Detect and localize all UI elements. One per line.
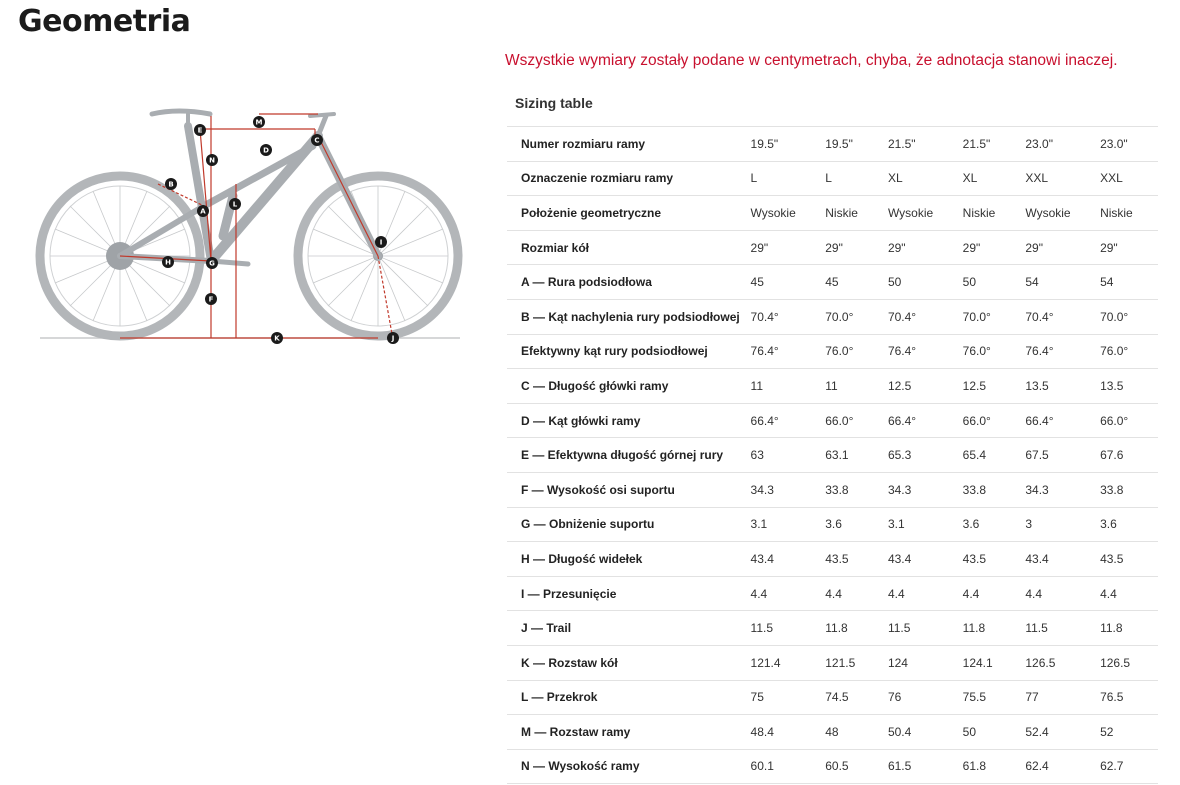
marker-i bbox=[375, 236, 387, 248]
row-label: I — Przesunięcie bbox=[507, 576, 751, 611]
table-cell: 70.4° bbox=[888, 299, 963, 334]
row-label: L — Przekrok bbox=[507, 680, 751, 715]
table-cell: 62.4 bbox=[1025, 749, 1100, 784]
table-cell: 45 bbox=[825, 265, 888, 300]
table-cell: 11.8 bbox=[963, 611, 1026, 646]
table-cell: 65.4 bbox=[963, 438, 1026, 473]
table-row bbox=[507, 611, 1158, 646]
table-cell: 74.5 bbox=[825, 680, 888, 715]
row-label: G — Obniżenie suportu bbox=[507, 507, 751, 542]
table-cell: 76.0° bbox=[1100, 334, 1158, 369]
table-row bbox=[507, 680, 1158, 715]
marker-k bbox=[271, 332, 283, 344]
row-label: E — Efektywna długość górnej rury bbox=[507, 438, 751, 473]
table-cell: 70.0° bbox=[825, 299, 888, 334]
table-cell: 60.1 bbox=[751, 749, 826, 784]
svg-text:B: B bbox=[168, 180, 174, 189]
marker-e bbox=[194, 124, 206, 136]
table-row bbox=[507, 127, 1158, 162]
table-cell: 77 bbox=[1025, 680, 1100, 715]
table-cell: 52.4 bbox=[1025, 715, 1100, 750]
row-label: M — Rozstaw ramy bbox=[507, 715, 751, 750]
table-cell: 4.4 bbox=[1025, 576, 1100, 611]
table-cell: 21.5" bbox=[888, 127, 963, 162]
marker-n bbox=[206, 154, 218, 166]
page-title: Geometria bbox=[18, 4, 191, 39]
bike-geometry-diagram bbox=[28, 96, 468, 356]
table-cell: 66.0° bbox=[825, 403, 888, 438]
table-cell: Wysokie bbox=[888, 196, 963, 231]
table-cell: 76.4° bbox=[1025, 334, 1100, 369]
table-cell: 13.5 bbox=[1025, 369, 1100, 404]
table-cell: XXL bbox=[1025, 161, 1100, 196]
table-cell: 33.8 bbox=[825, 472, 888, 507]
svg-text:I: I bbox=[379, 238, 383, 247]
table-cell: 43.5 bbox=[825, 542, 888, 577]
table-row bbox=[507, 369, 1158, 404]
table-cell: Niskie bbox=[1100, 196, 1158, 231]
table-cell: 4.4 bbox=[888, 576, 963, 611]
table-cell: 19.5" bbox=[825, 127, 888, 162]
table-cell: 76.5 bbox=[1100, 680, 1158, 715]
table-cell: 34.3 bbox=[751, 472, 826, 507]
table-cell: L bbox=[751, 161, 826, 196]
row-label: K — Rozstaw kół bbox=[507, 645, 751, 680]
table-cell: Wysokie bbox=[751, 196, 826, 231]
table-cell: 3 bbox=[1025, 507, 1100, 542]
table-cell: 11 bbox=[751, 369, 826, 404]
marker-c bbox=[311, 134, 323, 146]
table-cell: 3.1 bbox=[751, 507, 826, 542]
table-row bbox=[507, 438, 1158, 473]
table-cell: 4.4 bbox=[825, 576, 888, 611]
marker-m bbox=[253, 116, 265, 128]
marker-f bbox=[205, 293, 217, 305]
table-cell: 66.4° bbox=[751, 403, 826, 438]
table-cell: 65.3 bbox=[888, 438, 963, 473]
marker-a bbox=[197, 205, 209, 217]
sizing-table-title: Sizing table bbox=[515, 95, 593, 111]
table-cell: 76.0° bbox=[963, 334, 1026, 369]
row-label: Efektywny kąt rury podsiodłowej bbox=[507, 334, 751, 369]
table-cell: 60.5 bbox=[825, 749, 888, 784]
svg-text:G: G bbox=[209, 259, 215, 268]
table-cell: 67.5 bbox=[1025, 438, 1100, 473]
svg-text:J: J bbox=[391, 334, 395, 343]
table-cell: 50 bbox=[963, 715, 1026, 750]
table-cell: 23.0" bbox=[1100, 127, 1158, 162]
table-cell: 33.8 bbox=[963, 472, 1026, 507]
table-row bbox=[507, 472, 1158, 507]
table-cell: 13.5 bbox=[1100, 369, 1158, 404]
table-cell: 23.0" bbox=[1025, 127, 1100, 162]
table-cell: 124.1 bbox=[963, 645, 1026, 680]
table-cell: 61.5 bbox=[888, 749, 963, 784]
table-cell: 50.4 bbox=[888, 715, 963, 750]
row-label: H — Długość widełek bbox=[507, 542, 751, 577]
table-cell: 29" bbox=[888, 230, 963, 265]
table-cell: XXL bbox=[1100, 161, 1158, 196]
table-cell: 19.5" bbox=[751, 127, 826, 162]
table-cell: 76.4° bbox=[751, 334, 826, 369]
table-cell: Niskie bbox=[825, 196, 888, 231]
table-cell: 62.7 bbox=[1100, 749, 1158, 784]
table-cell: 11.5 bbox=[751, 611, 826, 646]
table-cell: 61.8 bbox=[963, 749, 1026, 784]
table-row bbox=[507, 161, 1158, 196]
row-label: A — Rura podsiodłowa bbox=[507, 265, 751, 300]
table-cell: 126.5 bbox=[1025, 645, 1100, 680]
table-cell: 70.4° bbox=[1025, 299, 1100, 334]
row-label: D — Kąt główki ramy bbox=[507, 403, 751, 438]
table-cell: 45 bbox=[751, 265, 826, 300]
row-label: N — Wysokość ramy bbox=[507, 749, 751, 784]
table-cell: 67.6 bbox=[1100, 438, 1158, 473]
table-cell: 29" bbox=[963, 230, 1026, 265]
svg-text:C: C bbox=[314, 136, 320, 145]
table-cell: L bbox=[825, 161, 888, 196]
row-label: B — Kąt nachylenia rury podsiodłowej bbox=[507, 299, 751, 334]
table-cell: 63 bbox=[751, 438, 826, 473]
table-cell: 75.5 bbox=[963, 680, 1026, 715]
row-label: C — Długość główki ramy bbox=[507, 369, 751, 404]
table-row bbox=[507, 299, 1158, 334]
table-cell: 43.5 bbox=[963, 542, 1026, 577]
table-cell: 121.4 bbox=[751, 645, 826, 680]
table-row bbox=[507, 265, 1158, 300]
table-cell: XL bbox=[963, 161, 1026, 196]
marker-d bbox=[260, 144, 272, 156]
marker-h bbox=[162, 256, 174, 268]
row-label: Położenie geometryczne bbox=[507, 196, 751, 231]
table-row bbox=[507, 542, 1158, 577]
table-cell: 12.5 bbox=[888, 369, 963, 404]
svg-text:F: F bbox=[208, 295, 214, 304]
table-row bbox=[507, 403, 1158, 438]
table-cell: 75 bbox=[751, 680, 826, 715]
table-cell: 54 bbox=[1100, 265, 1158, 300]
svg-text:N: N bbox=[209, 156, 215, 165]
table-row bbox=[507, 749, 1158, 784]
svg-text:E: E bbox=[197, 126, 203, 135]
table-cell: 33.8 bbox=[1100, 472, 1158, 507]
row-label: F — Wysokość osi suportu bbox=[507, 472, 751, 507]
table-row bbox=[507, 334, 1158, 369]
table-cell: 4.4 bbox=[751, 576, 826, 611]
row-label: J — Trail bbox=[507, 611, 751, 646]
table-cell: 50 bbox=[963, 265, 1026, 300]
table-cell: 76.4° bbox=[888, 334, 963, 369]
table-row bbox=[507, 715, 1158, 750]
svg-text:D: D bbox=[263, 146, 269, 155]
marker-l bbox=[229, 198, 241, 210]
table-row bbox=[507, 230, 1158, 265]
table-cell: 43.4 bbox=[888, 542, 963, 577]
table-cell: 29" bbox=[751, 230, 826, 265]
table-cell: 76.0° bbox=[825, 334, 888, 369]
table-cell: 70.4° bbox=[751, 299, 826, 334]
table-cell: 70.0° bbox=[1100, 299, 1158, 334]
table-cell: 29" bbox=[1025, 230, 1100, 265]
table-cell: 4.4 bbox=[1100, 576, 1158, 611]
table-cell: 66.4° bbox=[1025, 403, 1100, 438]
svg-text:K: K bbox=[274, 334, 280, 343]
table-cell: 29" bbox=[1100, 230, 1158, 265]
table-cell: 11.8 bbox=[1100, 611, 1158, 646]
table-cell: 121.5 bbox=[825, 645, 888, 680]
table-cell: 126.5 bbox=[1100, 645, 1158, 680]
table-row bbox=[507, 576, 1158, 611]
table-cell: 43.4 bbox=[751, 542, 826, 577]
table-cell: Wysokie bbox=[1025, 196, 1100, 231]
table-row bbox=[507, 645, 1158, 680]
table-cell: 70.0° bbox=[963, 299, 1026, 334]
marker-g bbox=[206, 257, 218, 269]
row-label: Rozmiar kół bbox=[507, 230, 751, 265]
table-cell: 66.4° bbox=[888, 403, 963, 438]
svg-text:A: A bbox=[200, 207, 206, 216]
table-cell: 29" bbox=[825, 230, 888, 265]
table-cell: 11.5 bbox=[1025, 611, 1100, 646]
table-cell: 48.4 bbox=[751, 715, 826, 750]
svg-text:H: H bbox=[165, 258, 171, 267]
measurement-lines bbox=[120, 114, 392, 338]
table-cell: 52 bbox=[1100, 715, 1158, 750]
table-cell: 11.5 bbox=[888, 611, 963, 646]
table-cell: XL bbox=[888, 161, 963, 196]
table-cell: 21.5" bbox=[963, 127, 1026, 162]
table-cell: 4.4 bbox=[963, 576, 1026, 611]
table-cell: 66.0° bbox=[963, 403, 1026, 438]
table-cell: 3.6 bbox=[825, 507, 888, 542]
table-cell: 3.6 bbox=[1100, 507, 1158, 542]
marker-j bbox=[387, 332, 399, 344]
sizing-table bbox=[507, 126, 1158, 784]
table-cell: 66.0° bbox=[1100, 403, 1158, 438]
row-label: Oznaczenie rozmiaru ramy bbox=[507, 161, 751, 196]
table-cell: Niskie bbox=[963, 196, 1026, 231]
table-cell: 11.8 bbox=[825, 611, 888, 646]
table-cell: 63.1 bbox=[825, 438, 888, 473]
table-cell: 3.1 bbox=[888, 507, 963, 542]
table-row bbox=[507, 507, 1158, 542]
units-note: Wszystkie wymiary zostały podane w centymetrach, chyba, że adnotacja stanowi inaczej. bbox=[505, 52, 1118, 69]
table-cell: 124 bbox=[888, 645, 963, 680]
table-cell: 43.4 bbox=[1025, 542, 1100, 577]
table-cell: 34.3 bbox=[1025, 472, 1100, 507]
table-cell: 43.5 bbox=[1100, 542, 1158, 577]
table-cell: 11 bbox=[825, 369, 888, 404]
table-cell: 54 bbox=[1025, 265, 1100, 300]
table-cell: 12.5 bbox=[963, 369, 1026, 404]
marker-b bbox=[165, 178, 177, 190]
table-cell: 34.3 bbox=[888, 472, 963, 507]
table-cell: 48 bbox=[825, 715, 888, 750]
svg-text:L: L bbox=[232, 200, 238, 209]
table-cell: 50 bbox=[888, 265, 963, 300]
table-cell: 3.6 bbox=[963, 507, 1026, 542]
table-row bbox=[507, 196, 1158, 231]
row-label: Numer rozmiaru ramy bbox=[507, 127, 751, 162]
svg-text:M: M bbox=[255, 118, 263, 127]
table-cell: 76 bbox=[888, 680, 963, 715]
